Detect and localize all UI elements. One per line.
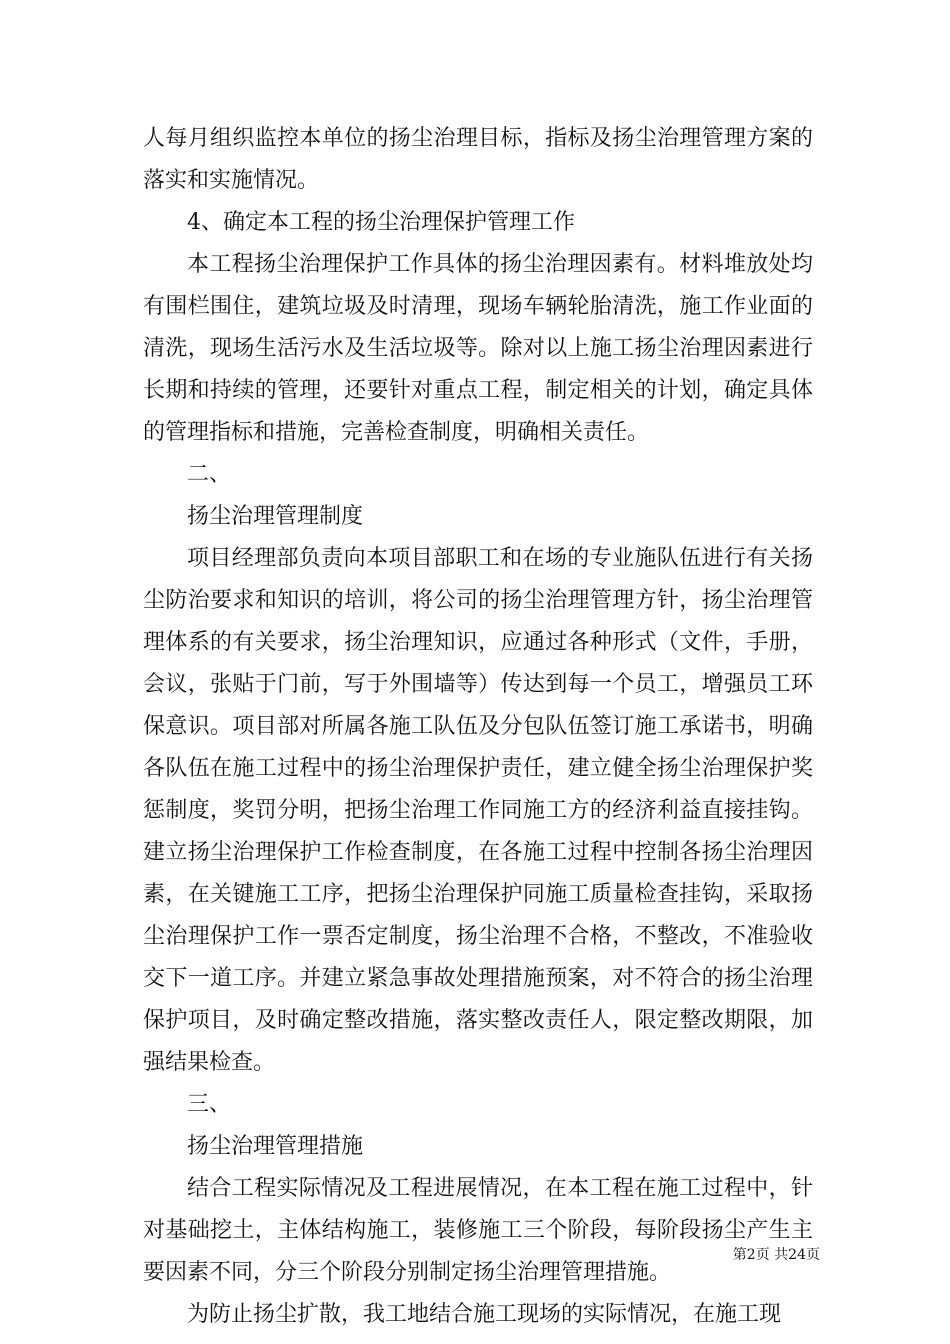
footer-total-pages: 24: [788, 1247, 806, 1263]
footer-current-page: 2: [746, 1247, 756, 1263]
section-heading-management-system: 扬尘治理管理制度: [187, 504, 364, 529]
footer-suffix: 页: [806, 1247, 820, 1263]
paragraph-continuation: 人每月组织监控本单位的扬尘治理目标，指标及扬尘治理管理方案的落实和实施情况。: [143, 126, 813, 193]
footer-prefix: 第: [732, 1247, 747, 1263]
paragraph-measures-intro: 结合工程实际情况及工程进展情况，在本工程在施工过程中，针对基础挖土，主体结构施工，装修施工三个阶段，每阶段扬尘产生主要因素不同，分三个阶段分别制定扬尘治理管理措施。: [143, 1176, 813, 1285]
footer-middle: 页 共: [755, 1247, 789, 1263]
section-heading-management-measures: 扬尘治理管理措施: [187, 1134, 364, 1159]
paragraph-management-system: 项目经理部负责向本项目部职工和在场的专业施队伍进行有关扬尘防治要求和知识的培训，将公司的扬尘治理管理方针，扬尘治理管理体系的有关要求，扬尘治理知识，应通过各种形式（文件，手册，会议，张贴于门前，写于外围墙等）传达到每一个员工，增强员工环保意识。项目部对所属各施工队伍及分包队伍签订施工承诺书，明确各队伍在施工过程中的扬尘治理保护责任，建立健全扬尘治理保护奖惩制度，奖罚分明，把扬尘治理工作同施工方的经济利益直接挂钩。建立扬尘治理保护工作检查制度，在各施工过程中控制各扬尘治理因素，在关键施工工序，把扬尘治理保护同施工质量检查挂钩，采取扬尘治理保护工作一票否定制度，扬尘治理不合格，不整改，不准验收交下一道工序。并建立紧急事故处理措施预案，对不符合的扬尘治理保护项目，及时确定整改措施，落实整改责任人，限定整改期限，加强结果检查。: [143, 546, 813, 1075]
section-number-3: 三、: [187, 1092, 232, 1117]
paragraph-dust-prevention: 为防止扬尘扩散，我工地结合施工现场的实际情况，在施工现: [187, 1302, 782, 1327]
section-item-4-heading: 4、确定本工程的扬尘治理保护管理工作: [187, 210, 575, 235]
section-number-2: 二、: [187, 462, 232, 487]
paragraph-dust-factors: 本工程扬尘治理保护工作具体的扬尘治理因素有。材料堆放处均有围栏围住，建筑垃圾及时清理，现场车辆轮胎清洗，施工作业面的清洗，现场生活污水及生活垃圾等。除对以上施工扬尘治理因素进行长期和持续的管理，还要针对重点工程，制定相关的计划，确定具体的管理指标和措施，完善检查制度，明确相关责任。: [143, 252, 813, 445]
page-footer: [690, 1246, 820, 1264]
document-body: [143, 118, 813, 1336]
